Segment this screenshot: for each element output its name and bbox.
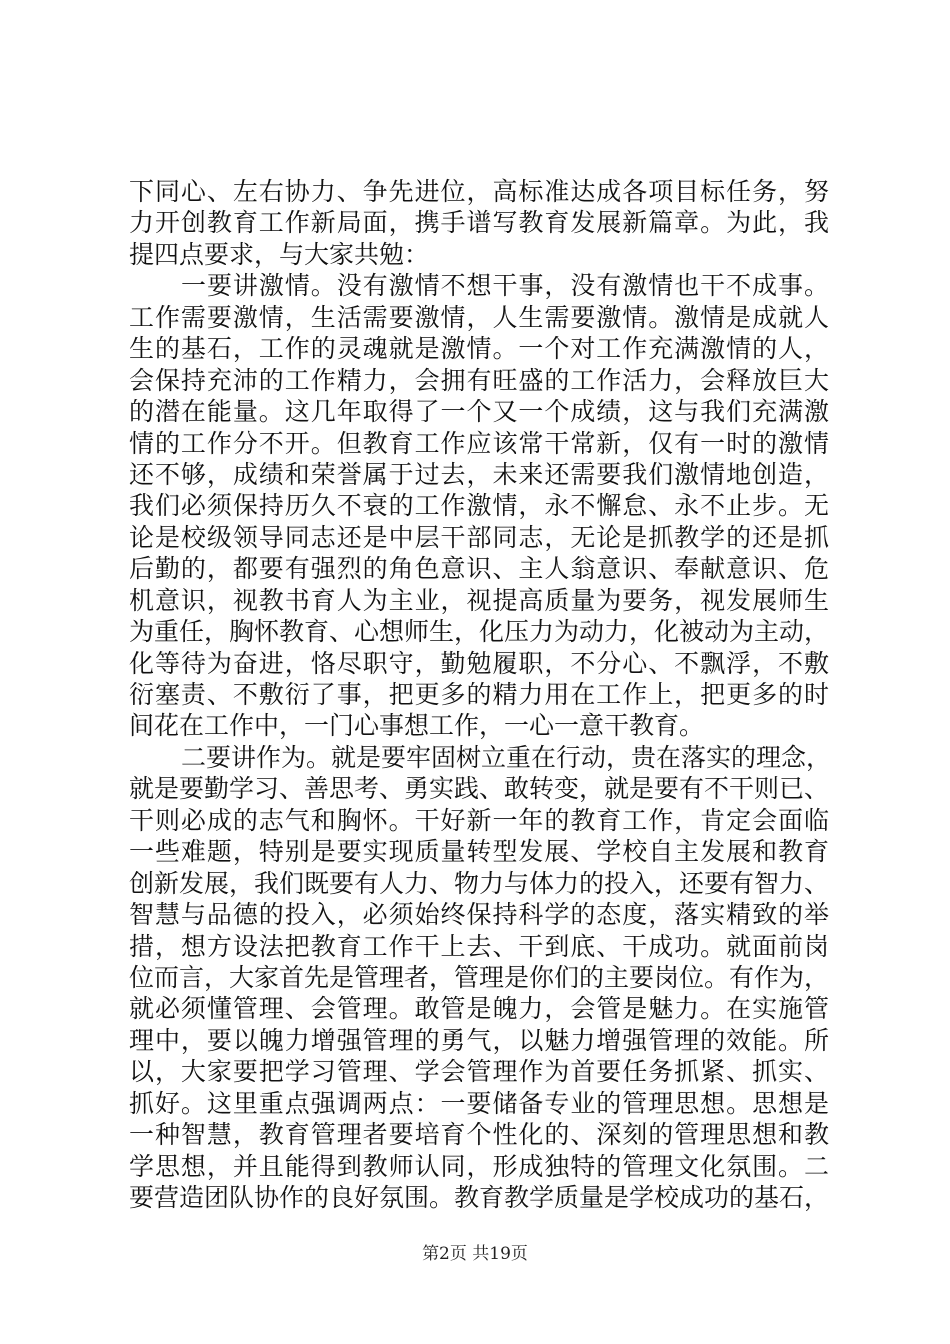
- text-line: 提四点要求，与大家共勉：: [129, 239, 430, 269]
- text-line: 要营造团队协作的良好氛围。教育教学质量是学校成功的基石，: [129, 1183, 830, 1212]
- text-line: 还不够，成绩和荣誉属于过去，未来还需要我们激情地创造，: [129, 459, 829, 489]
- text-line: 机意识，视教书育人为主业，视提高质量为要务，视发展师生: [129, 585, 829, 615]
- text-line: 措，想方设法把教育工作干上去、干到底、干成功。就面前岗: [129, 931, 829, 961]
- text-line: 为重任，胸怀教育、心想师生，化压力为动力，化被动为主动，: [129, 617, 830, 647]
- text-line: 以，大家要把学习管理、学会管理作为首要任务抓紧、抓实、: [129, 1057, 829, 1087]
- text-line: 后勤的，都要有强烈的角色意识、主人翁意识、奉献意识、危: [129, 554, 829, 584]
- text-line: 论是校级领导同志还是中层干部同志，无论是抓教学的还是抓: [129, 522, 829, 552]
- text-line: 力开创教育工作新局面，携手谱写教育发展新篇章。为此，我: [129, 208, 829, 238]
- text-line: 衍塞责、不敷衍了事，把更多的精力用在工作上，把更多的时: [129, 680, 829, 709]
- text-line: 智慧与品德的投入，必须始终保持科学的态度，落实精致的举: [129, 900, 829, 930]
- text-line: 下同心、左右协力、争先进位，高标准达成各项目标任务，努: [129, 177, 829, 206]
- text-line: 的潜在能量。这几年取得了一个又一个成绩，这与我们充满激: [129, 397, 829, 427]
- text-line: 化等待为奋进，恪尽职守，勤勉履职，不分心、不飘浮，不敷: [129, 648, 829, 678]
- text-line: 创新发展，我们既要有人力、物力与体力的投入，还要有智力、: [129, 868, 830, 898]
- text-line: 干则必成的志气和胸怀。干好新一年的教育工作，肯定会面临: [129, 805, 829, 835]
- text-line: 位而言，大家首先是管理者，管理是你们的主要岗位。有作为，: [129, 962, 830, 992]
- text-line: 一要讲激情。没有激情不想干事，没有激情也干不成事。: [181, 271, 829, 301]
- text-line: 间花在工作中，一门心事想工作，一心一意干教育。: [129, 711, 705, 741]
- body-text: [129, 176, 832, 1213]
- text-line: 一种智慧，教育管理者要培育个性化的、深刻的管理思想和教: [129, 1120, 829, 1150]
- text-line: 生的基石，工作的灵魂就是激情。一个对工作充满激情的人，: [129, 334, 829, 364]
- text-line: 学思想，并且能得到教师认同，形成独特的管理文化氛围。二: [129, 1151, 829, 1181]
- text-line: 理中，要以魄力增强管理的勇气，以魅力增强管理的效能。所: [129, 1025, 829, 1055]
- text-line: 就是要勤学习、善思考、勇实践、敢转变，就是要有不干则已、: [129, 774, 830, 804]
- text-line: 会保持充沛的工作精力，会拥有旺盛的工作活力，会释放巨大: [129, 365, 829, 395]
- text-line: 我们必须保持历久不衰的工作激情，永不懈怠、永不止步。无: [129, 491, 829, 521]
- text-line: 抓好。这里重点强调两点：一要储备专业的管理思想。思想是: [129, 1088, 829, 1118]
- page-footer: 第2页 共19页: [422, 1244, 528, 1264]
- text-line: 就必须懂管理、会管理。敢管是魄力，会管是魅力。在实施管: [129, 994, 829, 1024]
- text-line: 二要讲作为。就是要牢固树立重在行动，贵在落实的理念，: [181, 742, 832, 772]
- text-line: 情的工作分不开。但教育工作应该常干常新，仅有一时的激情: [129, 428, 829, 458]
- text-line: 工作需要激情，生活需要激情，人生需要激情。激情是成就人: [129, 302, 829, 332]
- text-line: 一些难题，特别是要实现质量转型发展、学校自主发展和教育: [129, 837, 829, 867]
